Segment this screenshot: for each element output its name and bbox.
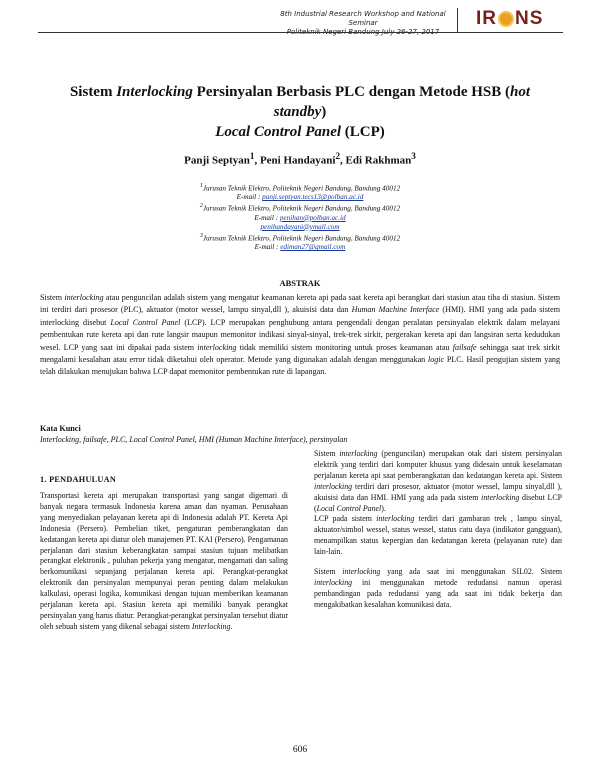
email-link[interactable]: ediman27@gmail.com [280, 243, 346, 252]
affiliation-2 [40, 202, 560, 213]
affiliation-1-email [40, 193, 560, 202]
affiliation-2-email-2 [40, 223, 560, 232]
email-link[interactable]: penihandayani@ymail.com [260, 222, 340, 231]
body-italic: interlocking [314, 481, 353, 491]
author-name: , Edi Rakhman [340, 154, 412, 167]
title-text: (LCP) [341, 124, 385, 140]
keywords-text: Interlocking, failsafe, PLC, Local Control Panel, HMI (Human Machine Interface), persinyalan [40, 435, 348, 444]
right-column [314, 449, 562, 611]
logo-text-right: NS [515, 8, 544, 29]
author-name: Panji Septyan [184, 154, 250, 167]
body-italic: interlocking [481, 492, 520, 502]
body-italic: Interlocking [191, 621, 231, 631]
title-text: ) [321, 104, 327, 120]
title-text-italic: standby [273, 104, 322, 120]
body-text: terdiri dari prosesor, aktuator (motor wessel, lampu sinyal,dll ), akuisisi data dan HMI. HMI yang ada pada sistem [314, 481, 562, 502]
body-text: LCP pada sistem [314, 514, 377, 524]
abstract-text: (LCP). LCP merupakan penghubung antara pengendali dengan peralatan persinyalan elektrik dalam melayani pembentukan rute kereta api dan rute langsir maupun memonitor indikasi sinyal-sinyal, trek-trek sirkit, pergerakan kereta api dan langsiran serta kedudukan wesel. LCP yang saat ini dipakai pada sistem [40, 317, 560, 352]
abstract-body [40, 292, 560, 379]
paper-title-line-2 [40, 103, 560, 122]
abstract-text: atau penguncilan adalah sistem yang mengatur keamanan kereta api pada saat kereta api berangkat dari stasiun atau tiba di stasiun. Sistem ini terdiri dari prosesor (PLC), aktuator (motor wessel, lampu sinyal,dll ), akuisisi data dan [40, 293, 560, 315]
abstract-text: Sistem [40, 293, 65, 302]
paragraph [314, 514, 562, 558]
abstract-text: sehingga saat trek sirkit mengalami kesalahan atau error tidak diketahui oleh operator. Metode yang digunakan adalah dengan menggunakan [40, 342, 560, 365]
body-text: Sistem [314, 567, 343, 577]
conference-line-1: 8th Industrial Research Workshop and National Seminar [280, 10, 446, 27]
affiliation-number: 2 [199, 203, 203, 210]
affiliation-number: 1 [199, 183, 203, 189]
keywords-heading: Kata Kunci [40, 424, 81, 433]
abstract-italic: Human Machine Interface [351, 305, 440, 315]
body-text: (penguncilan) merupakan otak dari sistem persinyalan elektrik yang terdiri dari komputer khusus yang didesain untuk keselamatan perjalanan kereta api saat pemberangkatan dan kedatangan kereta api. Sistem [314, 449, 562, 480]
abstract-text: PLC. Hasil pengujian sistem yang telah dilakukan menujukan bahwa LCP dapat memonitor pembentukan rute di lapangan. [40, 355, 561, 377]
author-superscript: 1 [249, 151, 255, 161]
abstract-heading: ABSTRAK [279, 278, 321, 288]
body-text: disebut LCP ( [314, 492, 563, 513]
body-italic: interlocking [342, 567, 381, 577]
header-divider [457, 8, 458, 32]
title-text-italic: hot [510, 84, 531, 100]
page-number: 606 [292, 745, 308, 755]
email-label: E-mail : [254, 243, 281, 252]
email-link[interactable]: panji.septyan.tecs13@polban.ac.id [262, 193, 364, 202]
body-italic: Local Control Panel [316, 503, 382, 513]
abstract-text: tidak memiliki sistem monitoring untuk proses keamanan atau [236, 342, 453, 352]
abstract-italic: interlocking [64, 293, 104, 302]
abstract-italic: failsafe [452, 342, 477, 352]
title-text: Persinyalan Berbasis PLC dengan Metode HSB ( [192, 84, 511, 100]
affiliation-3-email [40, 243, 560, 252]
email-link[interactable]: penihan@polban.ac.id [279, 213, 346, 222]
header-rule [38, 32, 563, 33]
paragraph [314, 567, 562, 611]
affiliation-text: Jurusan Teknik Elektro, Politeknik Negeri Bandung, Bandung 40012 [202, 184, 401, 193]
affiliation-1 [40, 182, 560, 193]
conference-line-2: Politeknik Negeri Bandung July 26-27, 2017 [286, 28, 440, 36]
abstract-italic: interlocking [197, 342, 237, 352]
author-superscript: 3 [411, 151, 416, 161]
body-text: terdiri dari gambaran trek , lampu sinyal, aktuator/simbol wessel, status wessel, status catu daya (indikator gangguan), menampilkan status kepergian dan kedatangan kereta (pelayanan rute) dan lain-lain. [314, 514, 562, 557]
affiliation-text: Jurusan Teknik Elektro, Politeknik Negeri Bandung, Bandung 40012 [202, 234, 401, 243]
body-italic: interlocking [314, 577, 353, 587]
abstract-italic: Local Control Panel [110, 317, 181, 327]
author-name: , Peni Handayani [254, 154, 336, 167]
affiliation-text: Jurusan Teknik Elektro, Politeknik Negeri Bandung, Bandung 40012 [202, 204, 401, 213]
paragraph-gap [314, 558, 562, 567]
affiliation-number: 3 [199, 232, 203, 239]
sun-icon [498, 11, 514, 27]
body-text: . [230, 621, 233, 631]
title-text-italic: Interlocking [116, 84, 193, 100]
section-heading: 1. PENDAHULUAN [40, 475, 117, 484]
body-text: ini menggunakan metode redudansi namun operasi pembandingan pada redudansi yang ada saat ini tidak bekerja dan mengakibatkan kesalahan komunikasi data. [314, 577, 562, 609]
paper-title-line-3 [40, 123, 560, 142]
abstract-italic: logic [427, 355, 445, 365]
body-text: Sistem [314, 449, 340, 458]
title-text-italic: Local Control Panel [215, 124, 342, 140]
left-column [40, 491, 288, 633]
body-text: yang ada saat ini menggunakan SIL02. Sistem [380, 567, 562, 577]
paragraph [314, 449, 562, 514]
body-text: Transportasi kereta api merupakan transportasi yang sangat digemari di banyak negara termasuk Indonesia karena aman dan nyaman. Perusahaan yang menyediakan pelayanan kereta api di Indonesia adalah PT. Kereta Api Indonesia (Persero). Pembelian tiket, pengaturan pemberangkatan dan kedatangan kereta api diatur oleh manajemen PT. KAI (Persero). Pengamanan perjalanan dari stasiun keberangkatan sampai stasiun tujuan melibatkan perangkat elektronik , puluhan pekerja yang mengatur, mengamati dan saling berkomunikasi sepanjang perjalanan kereta api. Perangkat-perangkat elektronik dan persinyalan mempunyai peran penting dalam melakukan kalkulasi, operasi logika, komunikasi dengan tujuan memberikan keamanan perjalanan kereta api. Stasiun kereta api memiliki banyak perangkat persinyalan yang harus diatur. Perangkat-perangkat persinyalan tersebut diatur oleh sebuah sistem yang dikenal sebagai sistem [40, 491, 288, 631]
body-italic: interlocking [339, 449, 378, 458]
author-list [40, 151, 560, 167]
email-label: E-mail : [254, 213, 280, 222]
abstract-text: (HMI). HMI yang ada pada sistem interlocking disebut [40, 305, 560, 327]
paper-title-line-1 [40, 83, 560, 102]
logo-text-left: IR [476, 8, 497, 29]
author-superscript: 2 [335, 151, 341, 161]
paragraph [40, 491, 288, 633]
email-label: E-mail : [236, 193, 263, 202]
title-text: Sistem [69, 84, 117, 100]
affiliation-block [40, 182, 560, 252]
body-italic: interlocking [376, 514, 415, 524]
affiliation-3 [40, 232, 560, 243]
irons-logo [476, 8, 562, 30]
body-text: ). [381, 503, 386, 513]
affiliation-2-email [40, 214, 560, 223]
